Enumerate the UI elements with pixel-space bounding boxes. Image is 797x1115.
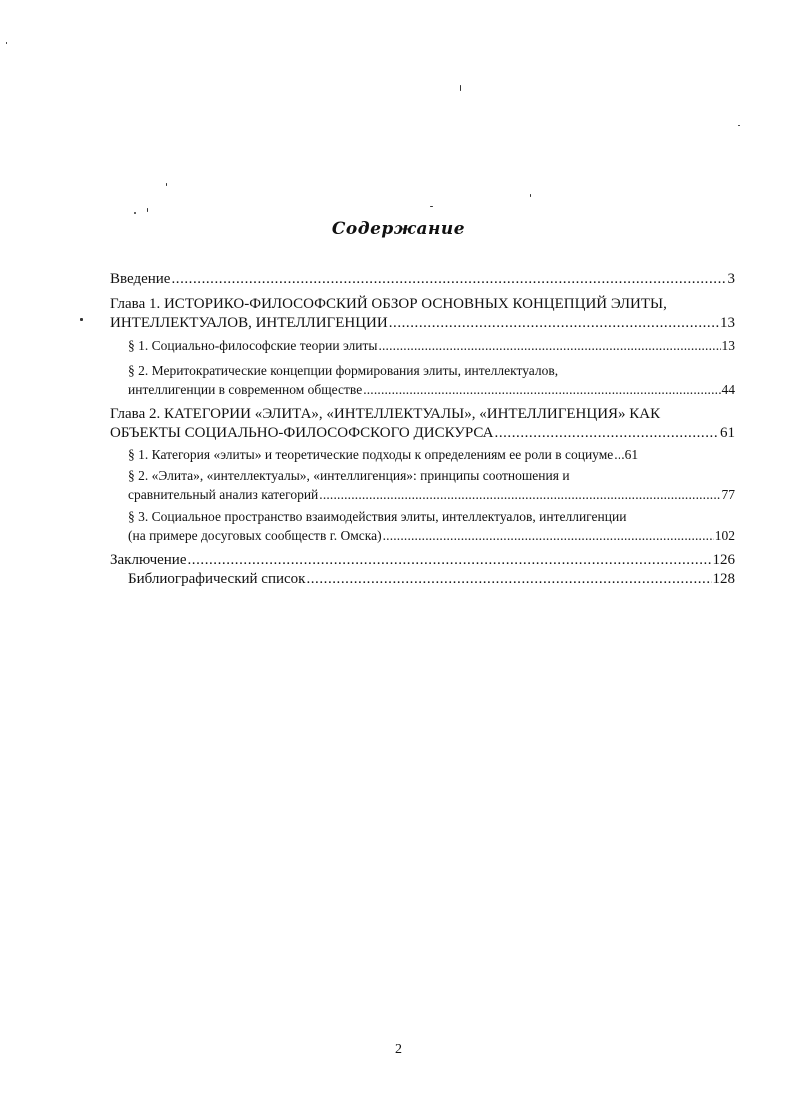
- page-number: 2: [395, 1042, 402, 1057]
- toc-row: [128, 361, 735, 380]
- toc-page-number: 102: [714, 528, 735, 543]
- toc-page-number: 44: [721, 382, 735, 397]
- scan-speck: [530, 194, 531, 197]
- toc-entry-ch1-section-2: [110, 361, 735, 399]
- toc-page-number: 3: [727, 271, 735, 287]
- toc-entry-text: ИНТЕЛЛЕКТУАЛОВ, ИНТЕЛЛИГЕНЦИИ: [110, 315, 388, 331]
- toc-entry-ch1-section-1: [110, 336, 735, 355]
- toc-entry-introduction: [110, 270, 735, 289]
- toc-page-number: .61: [621, 447, 639, 462]
- toc-row: [128, 485, 735, 504]
- toc-entry-ch2-section-2: [110, 466, 735, 504]
- toc-entry-text: Заключение: [110, 552, 187, 568]
- toc-entry-ch2-section-1: [110, 445, 735, 464]
- toc-leader-dots: [495, 424, 719, 443]
- toc-entry-text: § 1. Социально-философские теории элиты: [128, 338, 378, 353]
- scan-speck: [460, 85, 461, 91]
- toc-row: [110, 270, 735, 289]
- toc-leader-dots: [383, 526, 714, 545]
- toc-leader-dots: [188, 551, 712, 570]
- toc-entry-conclusion: [110, 551, 735, 570]
- toc-row: [128, 570, 735, 589]
- toc-row: [110, 314, 735, 333]
- toc-entry-chapter-1: [110, 295, 735, 333]
- toc-entry-text: § 1. Категория «элиты» и теоретические подходы к определениям ее роли в социуме: [128, 447, 614, 462]
- scan-speck: [134, 212, 136, 214]
- toc-row: [128, 526, 735, 545]
- toc-entry-text: интеллигенции в современном обществе: [128, 382, 363, 397]
- toc-row: [110, 551, 735, 570]
- scan-speck: [147, 208, 148, 212]
- toc-entry-text: Глава 1. ИСТОРИКО-ФИЛОСОФСКИЙ ОБЗОР ОСНОВНЫХ КОНЦЕПЦИЙ ЭЛИТЫ,: [110, 296, 667, 312]
- toc-row: [128, 466, 735, 485]
- toc-entry-chapter-2: [110, 405, 735, 443]
- toc-row: [128, 445, 735, 464]
- toc-leader-dots: [389, 314, 719, 333]
- toc-leader-dots: [378, 336, 720, 355]
- toc-page-number: 77: [721, 487, 735, 502]
- toc-row: [128, 507, 735, 526]
- toc-entry-bibliography: [110, 570, 735, 589]
- toc-leader-dots: [614, 445, 620, 464]
- toc-leader-dots: [319, 485, 720, 504]
- page-title: Содержание: [331, 219, 466, 239]
- toc-page-number: 61: [720, 425, 735, 441]
- toc-leader-dots: [171, 270, 726, 289]
- toc-entry-text: § 3. Социальное пространство взаимодействия элиты, интеллектуалов, интеллигенции: [128, 509, 627, 524]
- toc-entry-text: Глава 2. КАТЕГОРИИ «ЭЛИТА», «ИНТЕЛЛЕКТУАЛЫ», «ИНТЕЛЛИГЕНЦИЯ» КАК: [110, 406, 661, 422]
- toc-entry-text: (на примере досуговых сообществ г. Омска): [128, 528, 382, 543]
- scan-speck: [80, 318, 83, 321]
- scan-speck: [166, 183, 167, 186]
- toc-entry-ch2-section-3: [110, 507, 735, 545]
- toc-entry-text: § 2. «Элита», «интеллектуалы», «интеллигенция»: принципы соотношения и: [128, 468, 570, 483]
- toc-entry-text: Библиографический список: [128, 571, 306, 587]
- toc-row: [128, 336, 735, 355]
- toc-page-number: 126: [712, 552, 735, 568]
- toc-entry-text: сравнительный анализ категорий: [128, 487, 319, 502]
- toc-entry-text: ОБЪЕКТЫ СОЦИАЛЬНО-ФИЛОСОФСКОГО ДИСКУРСА: [110, 425, 494, 441]
- toc-page-number: 128: [712, 571, 735, 587]
- scan-speck: [6, 42, 7, 44]
- table-of-contents: [110, 270, 735, 589]
- toc-leader-dots: [363, 380, 720, 399]
- toc-row: [128, 380, 735, 399]
- toc-page-number: 13: [720, 315, 735, 331]
- toc-entry-text: § 2. Меритократические концепции формирования элиты, интеллектуалов,: [128, 363, 559, 378]
- toc-entry-text: Введение: [110, 271, 171, 287]
- toc-page-number: 13: [721, 338, 735, 353]
- scan-speck: [738, 125, 740, 126]
- toc-row: [110, 405, 735, 424]
- toc-row: [110, 424, 735, 443]
- toc-row: [110, 295, 735, 314]
- toc-leader-dots: [306, 570, 711, 589]
- scan-speck: [430, 206, 433, 207]
